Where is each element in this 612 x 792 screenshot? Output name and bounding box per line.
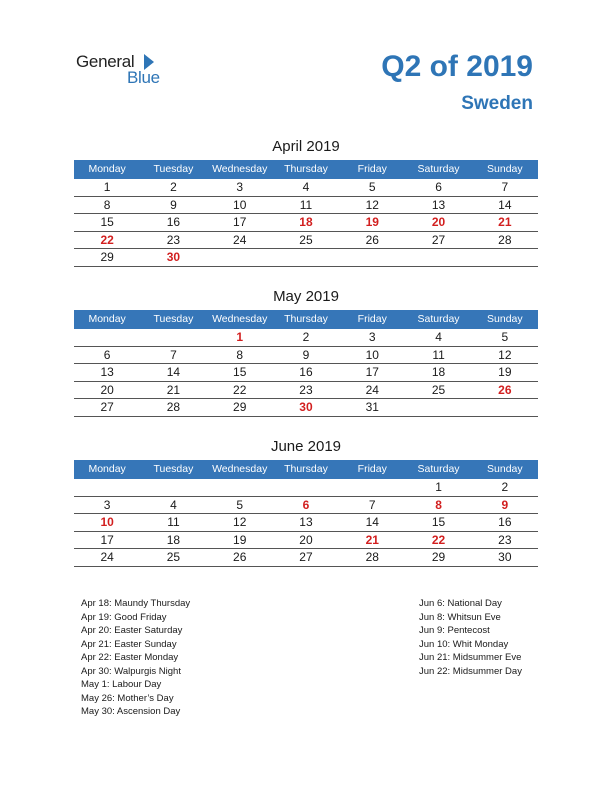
day-cell: 26 [498, 382, 512, 397]
week-row [74, 497, 538, 515]
day-cell: 17 [100, 532, 114, 547]
day-cell: 21 [498, 215, 512, 229]
holiday-item: May 1: Labour Day [81, 679, 162, 690]
month-title: April 2019 [272, 138, 340, 155]
weekday-label: Thursday [284, 163, 328, 175]
day-cell: 23 [299, 382, 313, 397]
day-cell: 3 [103, 497, 111, 512]
day-cell: 25 [166, 550, 181, 564]
empty-day-cell [140, 479, 206, 496]
holiday-item: Apr 21: Easter Sunday [81, 638, 177, 650]
day-cell: 8 [103, 197, 111, 212]
holiday-item: Jun 10: Whit Monday [419, 638, 509, 650]
day-cell: 11 [432, 347, 445, 362]
week-row [74, 532, 538, 550]
day-cell: 17 [365, 365, 379, 379]
day-cell: 29 [100, 250, 114, 264]
weekday-label: Saturday [417, 463, 460, 475]
week-row [74, 514, 538, 532]
week-row [74, 179, 538, 197]
day-cell: 11 [167, 515, 180, 529]
week-row [74, 197, 538, 215]
day-cell: 22 [100, 232, 114, 247]
weekday-label: Monday [88, 163, 126, 175]
day-cell: 22 [233, 382, 247, 397]
day-cell: 14 [498, 197, 512, 212]
day-cell: 28 [166, 400, 181, 414]
day-cell: 6 [302, 497, 310, 512]
day-cell: 30 [166, 250, 181, 264]
day-cell: 13 [100, 365, 114, 379]
weekday-label: Sunday [487, 163, 523, 175]
day-cell: 6 [103, 347, 111, 362]
day-cell: 15 [233, 365, 247, 379]
day-cell: 15 [431, 515, 446, 529]
day-cell: 3 [236, 180, 244, 194]
day-cell: 9 [501, 497, 509, 512]
day-cell: 28 [365, 550, 379, 564]
empty-day-cell [339, 479, 405, 496]
day-cell: 29 [233, 400, 247, 414]
day-cell: 18 [166, 532, 181, 547]
day-cell: 21 [365, 532, 379, 547]
day-cell: 13 [431, 197, 446, 212]
day-cell: 3 [368, 330, 376, 344]
week-row [74, 232, 538, 250]
weekday-header [74, 160, 538, 179]
holiday-item: Apr 19: Good Friday [81, 611, 167, 623]
day-cell: 23 [498, 532, 512, 547]
day-cell: 2 [170, 180, 177, 194]
day-cell: 18 [299, 215, 313, 229]
day-cell: 13 [299, 515, 313, 529]
day-cell: 26 [233, 550, 247, 564]
day-cell: 24 [233, 232, 247, 247]
day-cell: 10 [100, 515, 114, 529]
week-row [74, 364, 538, 382]
weekday-label: Friday [357, 463, 387, 475]
weekday-header [74, 460, 538, 479]
day-cell: 16 [166, 215, 181, 229]
day-cell: 4 [170, 497, 177, 512]
empty-day-cell [74, 479, 140, 496]
month-april [74, 137, 538, 267]
holiday-item: Apr 20: Easter Saturday [81, 625, 183, 636]
weekday-label: Sunday [487, 463, 523, 475]
empty-day-cell [472, 399, 538, 416]
day-cell: 5 [236, 497, 244, 512]
logo-text-blue: Blue [127, 68, 160, 87]
weekday-label: Thursday [284, 463, 328, 475]
empty-day-cell [405, 399, 471, 416]
holiday-item: Apr 30: Walpurgis Night [81, 665, 181, 677]
day-cell: 12 [498, 347, 512, 362]
empty-day-cell [273, 249, 339, 266]
empty-day-cell [273, 479, 339, 496]
empty-day-cell [140, 329, 206, 346]
day-cell: 15 [100, 215, 114, 229]
weekday-label: Friday [357, 163, 387, 175]
day-cell: 8 [236, 347, 244, 362]
weekday-label: Friday [357, 313, 387, 325]
day-cell: 1 [103, 180, 111, 194]
day-cell: 18 [431, 365, 446, 379]
day-cell: 12 [233, 515, 247, 529]
day-cell: 20 [100, 382, 114, 397]
day-cell: 5 [501, 330, 509, 344]
day-cell: 12 [365, 197, 379, 212]
day-cell: 19 [498, 365, 512, 379]
country-name: Sweden [461, 93, 533, 114]
week-row [74, 549, 538, 567]
month-june [74, 437, 538, 567]
day-cell: 20 [299, 532, 313, 547]
day-cell: 28 [498, 232, 512, 247]
day-cell: 27 [100, 400, 114, 414]
day-cell: 7 [368, 497, 376, 512]
day-cell: 9 [302, 347, 310, 362]
weekday-label: Sunday [487, 313, 523, 325]
week-row [74, 347, 538, 365]
holiday-item: Apr 18: Maundy Thursday [81, 598, 191, 609]
day-cell: 25 [299, 232, 313, 247]
day-cell: 19 [233, 532, 247, 547]
weekday-label: Thursday [284, 313, 328, 325]
day-cell: 7 [501, 180, 509, 194]
day-cell: 24 [365, 382, 379, 397]
week-row [74, 399, 538, 417]
weekday-label: Tuesday [153, 163, 194, 175]
day-cell: 14 [166, 365, 181, 379]
day-cell: 7 [170, 347, 177, 362]
day-cell: 1 [236, 330, 244, 344]
holiday-item: Jun 9: Pentecost [419, 625, 490, 636]
month-title: May 2019 [273, 288, 339, 305]
holiday-item: Apr 22: Easter Monday [81, 652, 179, 663]
day-cell: 27 [299, 550, 313, 564]
day-cell: 1 [435, 480, 442, 494]
empty-day-cell [207, 479, 273, 496]
day-cell: 14 [365, 515, 379, 529]
holiday-item: May 30: Ascension Day [81, 706, 181, 717]
weekday-label: Monday [88, 463, 126, 475]
weekday-label: Saturday [417, 313, 460, 325]
weekday-label: Tuesday [153, 463, 194, 475]
day-cell: 24 [100, 550, 114, 564]
day-cell: 8 [435, 497, 442, 512]
page-title: Q2 of 2019 [381, 50, 533, 83]
logo [76, 52, 176, 88]
empty-day-cell [339, 249, 405, 266]
day-cell: 31 [365, 400, 379, 414]
empty-day-cell [472, 249, 538, 266]
week-row [74, 479, 538, 497]
week-row [74, 249, 538, 267]
holiday-item: Jun 21: Midsummer Eve [419, 652, 522, 663]
holiday-item: Jun 8: Whitsun Eve [419, 611, 501, 623]
holiday-item: Jun 22: Midsummer Day [419, 665, 522, 677]
day-cell: 9 [170, 197, 177, 212]
week-row [74, 214, 538, 232]
day-cell: 29 [431, 550, 446, 564]
day-cell: 10 [365, 347, 379, 362]
weekday-label: Wednesday [212, 463, 268, 475]
month-may [74, 287, 538, 417]
day-cell: 20 [431, 215, 446, 229]
holiday-list-left [81, 597, 190, 719]
day-cell: 21 [166, 382, 181, 397]
day-cell: 5 [368, 180, 376, 194]
empty-day-cell [207, 249, 273, 266]
month-title: June 2019 [270, 438, 342, 455]
day-cell: 22 [431, 532, 446, 547]
day-cell: 26 [365, 232, 379, 247]
day-cell: 17 [233, 215, 247, 229]
holiday-list-right [419, 597, 522, 678]
day-cell: 27 [431, 232, 446, 247]
day-cell: 2 [302, 330, 310, 344]
day-cell: 4 [435, 330, 442, 344]
empty-day-cell [405, 249, 471, 266]
day-cell: 16 [498, 515, 512, 529]
empty-day-cell [74, 329, 140, 346]
day-cell: 30 [498, 550, 512, 564]
day-cell: 25 [431, 382, 446, 397]
day-cell: 16 [299, 365, 313, 379]
day-cell: 6 [435, 180, 442, 194]
day-cell: 10 [233, 197, 247, 212]
day-cell: 11 [299, 197, 313, 212]
weekday-label: Tuesday [153, 313, 194, 325]
weekday-label: Monday [88, 313, 126, 325]
weekday-label: Wednesday [212, 163, 268, 175]
day-cell: 2 [501, 480, 509, 494]
weekday-label: Wednesday [212, 313, 268, 325]
weekday-label: Saturday [417, 163, 460, 175]
day-cell: 19 [365, 215, 379, 229]
week-row [74, 329, 538, 347]
day-cell: 4 [302, 180, 310, 194]
holiday-item: May 26: Mother’s Day [81, 692, 174, 704]
logo-text-general: General [76, 52, 135, 71]
week-row [74, 382, 538, 400]
day-cell: 23 [166, 232, 181, 247]
weekday-header [74, 310, 538, 329]
day-cell: 30 [299, 400, 313, 414]
holiday-item: Jun 6: National Day [419, 598, 502, 609]
